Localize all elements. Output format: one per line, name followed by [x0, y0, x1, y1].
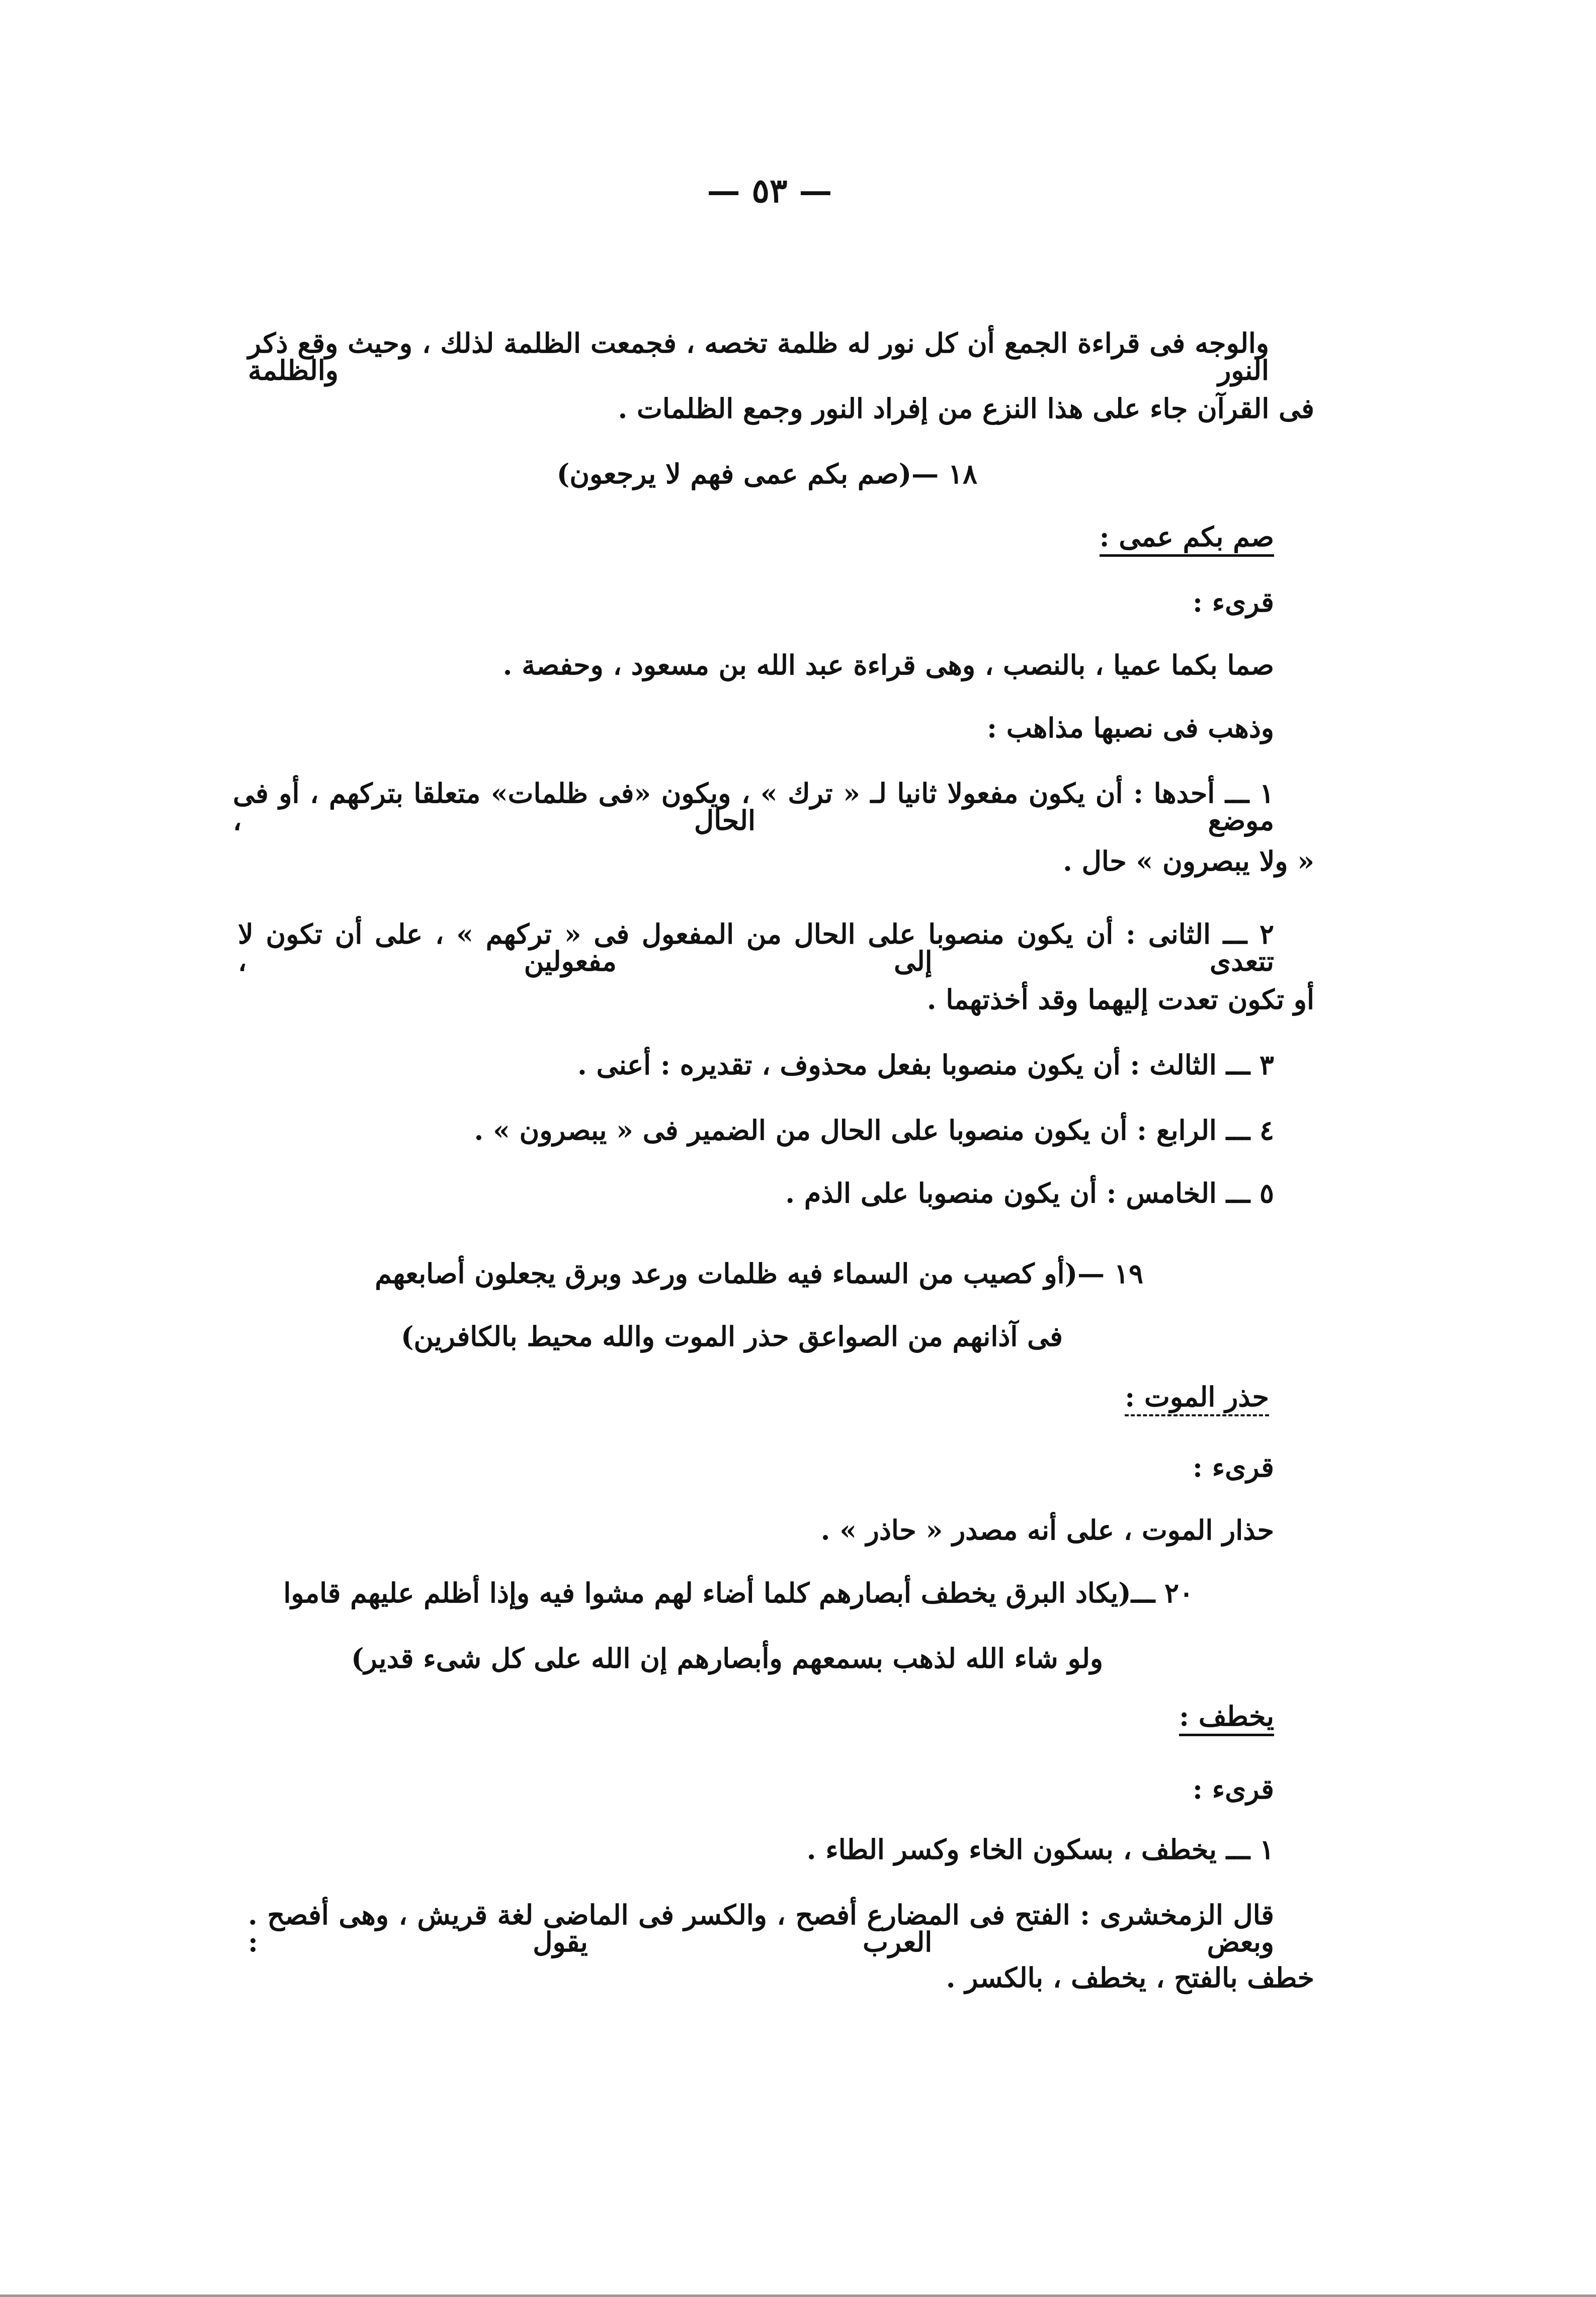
list-item: ٥ ـــ الخامس : أن يكون منصوبا على الذم . — [785, 1177, 1274, 1209]
paragraph-line: وذهب فى نصبها مذاهب : — [987, 712, 1274, 744]
page-number: — ٥٣ — — [707, 171, 832, 210]
paragraph-line: « ولا يبصرون » حال . — [1063, 845, 1314, 877]
paragraph-line: حذار الموت ، على أنه مصدر « حاذر » . — [820, 1514, 1274, 1546]
page-bottom-rule — [0, 2294, 1596, 2297]
list-item: ١ ـــ يخطف ، بسكون الخاء وكسر الطاء . — [806, 1833, 1274, 1865]
verse-line: ١٩ —(أو كصيب من السماء فيه ظلمات ورعد وبرق يجعلون أصابعهم — [375, 1257, 1143, 1290]
paragraph-line: والوجه فى قراءة الجمع أن كل نور له ظلمة تخصه ، فجمعت الظلمة لذلك ، وحيث وقع ذكر النور والظلمة — [248, 327, 1269, 386]
qura-label: قرىء : — [1193, 1773, 1274, 1805]
list-item: ٣ ـــ الثالث : أن يكون منصوبا بفعل محذوف ، تقديره : أعنى . — [577, 1049, 1274, 1081]
section-heading: حذر الموت : — [1125, 1383, 1269, 1416]
list-item: ٤ ـــ الرابع : أن يكون منصوبا على الحال من الضمير فى « يبصرون » . — [474, 1114, 1274, 1146]
verse-line: ١٨ —(صم بكم عمى فهم لا يرجعون) — [556, 458, 977, 490]
paragraph-line: صما بكما عميا ، بالنصب ، وهى قراءة عبد الله بن مسعود ، وحفصة . — [502, 649, 1274, 681]
section-heading: صم بكم عمى : — [1100, 523, 1274, 557]
verse-line: ولو شاء الله لذهب بسمعهم وأبصارهم إن الله على كل شىء قدير) — [351, 1642, 1103, 1674]
list-item: ١ ـــ أحدها : أن يكون مفعولا ثانيا لـ « ترك » ، ويكون «فى ظلمات» متعلقا بتركهم ، أو فى موضع الحال ، — [233, 777, 1274, 836]
verse-line: ٢٠ ـــ(يكاد البرق يخطف أبصارهم كلما أضاء لهم مشوا فيه وإذا أظلم عليهم قاموا — [283, 1577, 1194, 1609]
section-heading: يخطف : — [1179, 1703, 1274, 1736]
paragraph-line: خطف بالفتح ، يخطف ، بالكسر . — [946, 1962, 1314, 1994]
list-item: ٢ ـــ الثانى : أن يكون منصوبا على الحال من المفعول فى « تركهم » ، على أن تكون لا تتعدى إلى مفعولين ، — [238, 918, 1274, 977]
paragraph-line: فى القرآن جاء على هذا النزع من إفراد النور وجمع الظلمات . — [618, 392, 1314, 424]
qura-label: قرىء : — [1193, 586, 1274, 618]
paragraph-line: أو تكون تعدت إليهما وقد أخذتهما . — [927, 983, 1314, 1015]
paragraph-line: قال الزمخشرى : الفتح فى المضارع أفصح ، والكسر فى الماضى لغة قريش ، وهى أفصح . وبعض العرب يقول : — [248, 1899, 1274, 1958]
verse-line: فى آذانهم من الصواعق حذر الموت والله محيط بالكافرين) — [400, 1320, 1063, 1352]
qura-label: قرىء : — [1193, 1451, 1274, 1483]
